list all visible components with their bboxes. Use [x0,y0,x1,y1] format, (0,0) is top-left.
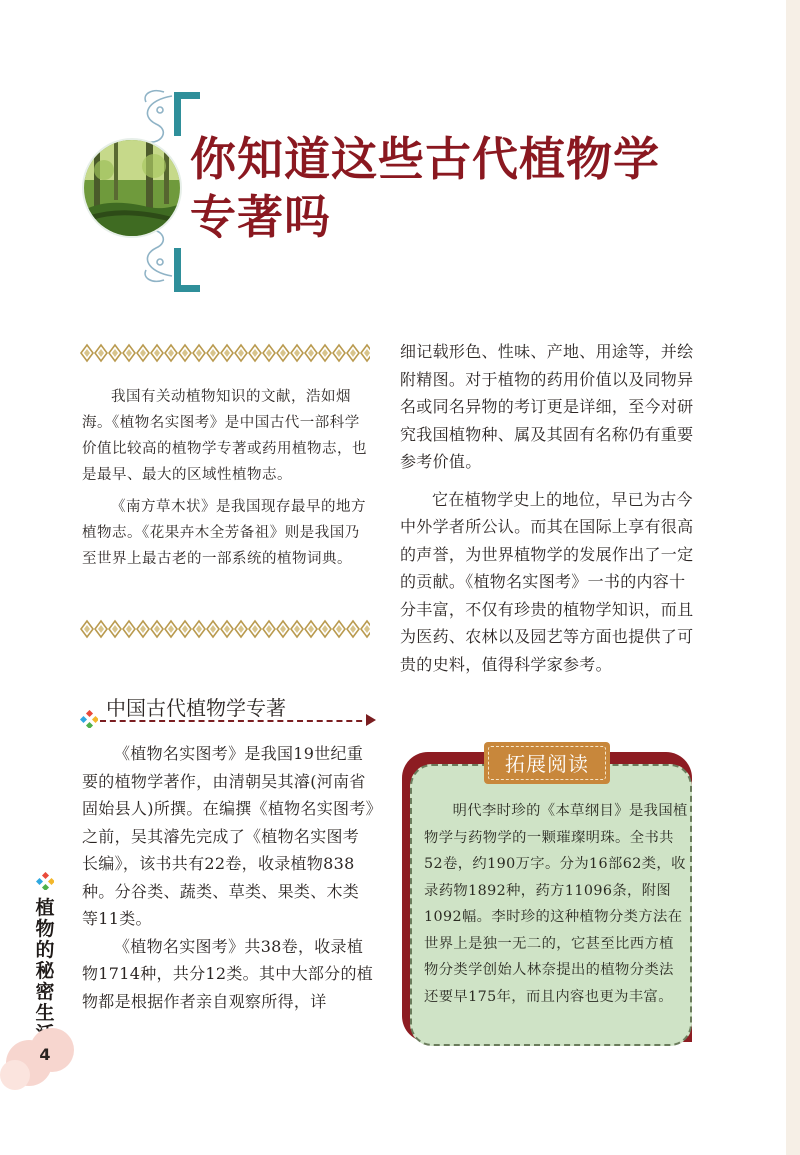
diamond-dots-icon [80,710,98,728]
diamond-dots-icon [36,872,54,890]
page-edge-strip [786,0,800,1155]
section-title: 中国古代植物学专著 [106,696,286,720]
body-paragraph: 《植物名实图考》共38卷，收录植物1714种，共分12类。其中大部分的植物都是根据作者亲自观察所得，详 [82,936,374,1011]
book-title-vertical: 植物的秘密生 [35,897,55,1024]
decorative-border-bottom [80,618,370,640]
reading-box-text [424,798,688,1010]
body-left-column [82,740,374,1015]
page-title-line1: 你知道这些古代植物学 [190,132,660,186]
arrow-right-icon [366,714,376,726]
body-right-column [400,338,696,678]
section-heading [80,690,380,730]
section-dashed-line [100,720,372,722]
title-bracket-bottom [174,248,200,292]
intro-paragraph-2: 《南方草木状》是我国现存最早的地方植物志。《花果卉木全芳备祖》则是我国乃至世界上最古老的一部系统的植物词典。 [82,499,366,567]
forest-photo [84,140,180,236]
reading-box-title: 拓展阅读 [505,752,589,776]
page-number-bubble [0,1060,30,1090]
reading-box-tab [484,742,610,784]
page-title-line2: 专著吗 [190,190,331,244]
decorative-border-top [80,342,370,364]
intro-text [82,384,372,572]
body-paragraph: 它在植物学史上的地位，早已为古今中外学者所公认。而其在国际上享有很高的声誉，为世界植物学的发展作出了一定的贡献。《植物名实图考》一书的内容十分丰富，不仅有珍贵的植物学知识，而且为医药、农林以及园艺等方面也提供了可贵的史料，值得科学家参考。 [400,489,694,674]
page-title [190,130,750,246]
reading-paragraph: 明代李时珍的《本草纲目》是我国植物学与药物学的一颗璀璨明珠。全书共52卷，约190万字。分为16部62类，收录药物1892种，药方11096条，附图1092幅。李时珍的这种植物分类方法在世界上是独一无二的，它甚至比西方植物分类学创始人林奈提出的植物分类法还要早175年，而且内容也更为丰富。 [424,803,688,1005]
intro-paragraph-1: 我国有关动植物知识的文献，浩如烟海。《植物名实图考》是中国古代一部科学价值比较高的植物学专著或药用植物志，也是最早、最大的区域性植物志。 [82,389,367,483]
body-paragraph: 《植物名实图考》是我国19世纪重要的植物学著作，由清朝吴其濬(河南省固始县人)所撰。在编撰《植物名实图考》之前，吴其濬先完成了《植物名实图考长编》，该书共有22卷，收录植物838种。分谷类、蔬类、草类、果类、木类等11类。 [82,744,374,928]
body-paragraph-continued: 细记载形色、性味、产地、用途等，并绘附精图。对于植物的药用价值以及同物异名或同名异物的考订更是详细，至今对研究我国植物种、属及其固有名称仍有重要参考价值。 [400,342,694,471]
page-number: 4 [39,1045,51,1064]
